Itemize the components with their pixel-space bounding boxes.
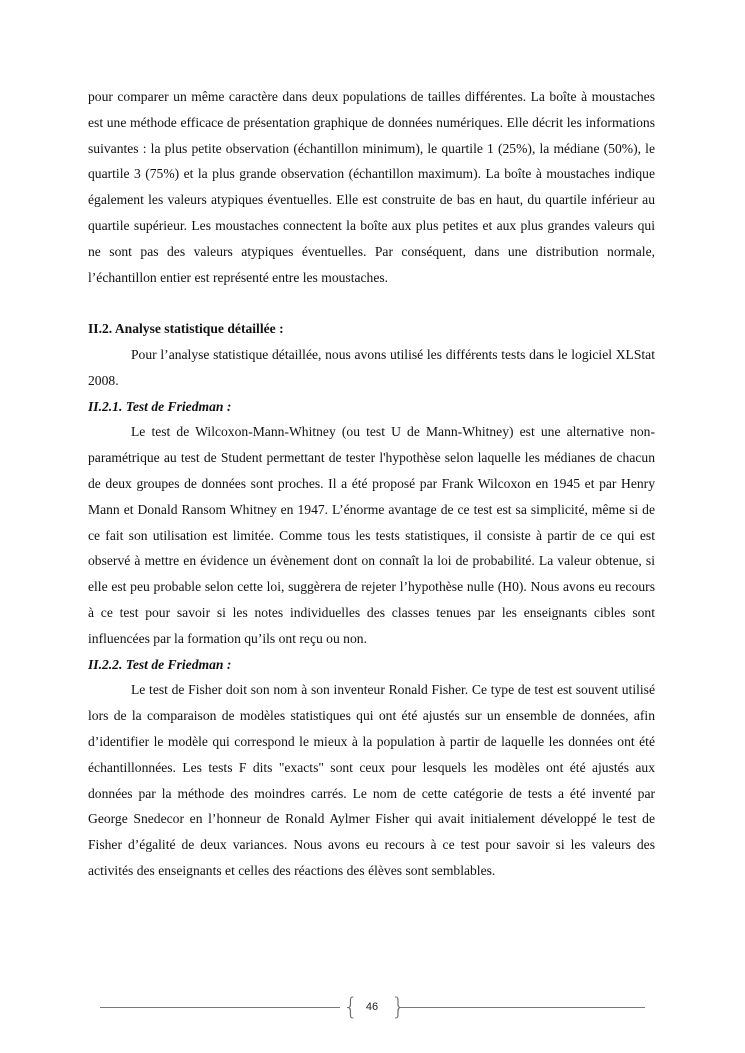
page-footer	[100, 993, 645, 1023]
subsection-body-1: Le test de Wilcoxon-Mann-Whitney (ou test U de Mann-Whitney) est une alternative non-paramétrique au test de Student permettant de tester l'hypothèse selon laquelle les médianes de chacun de deux groupes de données sont proches. Il a été proposé par Frank Wilcoxon en 1945 et par Henry Mann et Donald Ransom Whitney en 1947. L’énorme avantage de ce test est sa simplicité, même si de ce fait son utilisation est limitée. Comme tous les tests statistiques, il consiste à partir de ce qui est observé à mettre en évidence un évènement dont on connaît la loi de probabilité. La valeur obtenue, si elle est peu probable selon cette loi, suggèrera de rejeter l’hypothèse nulle (H0). Nous avons eu recours à ce test pour savoir si les notes individuelles des classes tenues par les enseignants cibles sont influencées par la formation qu’ils ont reçu ou non.	[88, 424, 655, 646]
footer-bracket-open-icon: {	[343, 993, 359, 1021]
footer-bracket-close-icon: }	[391, 993, 407, 1021]
subsection-body-2: Le test de Fisher doit son nom à son inventeur Ronald Fisher. Ce type de test est souvent utilisé lors de la comparaison de modèles statistiques qui ont été ajustés sur un ensemble de données, afin d’identifier le modèle qui correspond le mieux à la population à partir de laquelle les données ont été échantillonnées. Les tests F dits "exacts" sont ceux pour lesquels les modèles ont été ajustés aux données par la méthode des moindres carrés. Le nom de cette catégorie de tests a été inventé par George Snedecor en l’honneur de Ronald Aylmer Fisher qui avait initialement développé le test de Fisher d’égalité de deux variances. Nous avons eu recours à ce test pour savoir si les valeurs des activités des enseignants et celles des réactions des élèves sont semblables.	[88, 682, 655, 878]
subsection-title-2: II.2.2. Test de Friedman :	[88, 656, 232, 672]
continued-paragraph: pour comparer un même caractère dans deux populations de tailles différentes. La boîte à moustaches est une méthode efficace de présentation graphique de données numériques. Elle décrit les informations suivantes : la plus petite observation (échantillon minimum), le quartile 1 (25%), la médiane (50%), le quartile 3 (75%) et la plus grande observation (échantillon maximum). La boîte à moustaches indique également les valeurs atypiques éventuelles. Elle est construite de bas en haut, du quartile inférieur au quartile supérieur. Les moustaches connectent la boîte aux plus petites et aux plus grandes valeurs qui ne sont pas des valeurs atypiques éventuelles. Par conséquent, dans une distribution normale, l’échantillon entier est représenté entre les moustaches.	[88, 89, 655, 285]
section-title: II.2. Analyse statistique détaillée :	[88, 321, 284, 337]
subsection-title-1: II.2.1. Test de Friedman :	[88, 398, 232, 414]
footer-rule-right	[400, 1007, 645, 1008]
section-intro-paragraph: Pour l’analyse statistique détaillée, nous avons utilisé les différents tests dans le logiciel XLStat 2008.	[88, 346, 655, 388]
page-number: 46	[365, 1001, 379, 1013]
footer-rule-left	[100, 1007, 340, 1008]
document-page	[88, 84, 655, 884]
